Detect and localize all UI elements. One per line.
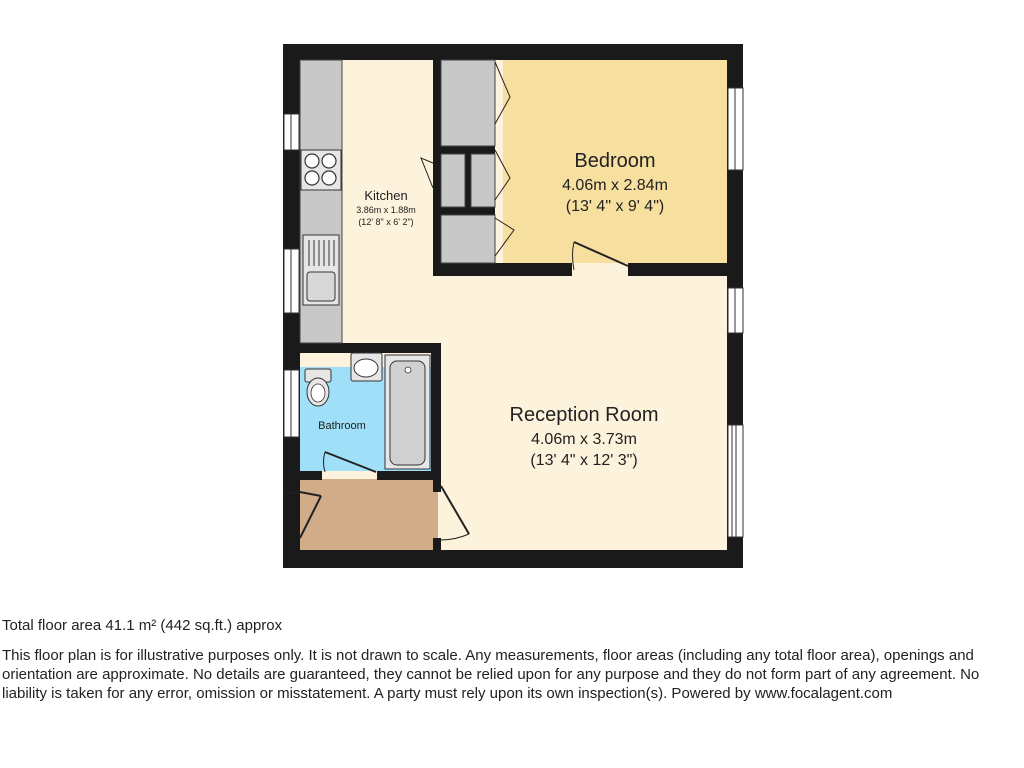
- bedroom-wall-bottom-right: [628, 263, 727, 276]
- wardrobe-top: [441, 60, 495, 146]
- kitchen-name: Kitchen: [364, 188, 408, 203]
- hall-floor: [300, 479, 438, 550]
- wardrobe-bottom: [441, 215, 495, 263]
- wardrobe-mid-right: [471, 154, 495, 207]
- wardrobe-divider-1: [441, 146, 495, 154]
- disclaimer-text: This floor plan is for illustrative purposes only. It is not drawn to scale. Any measurements, floor areas (including any total floor area), openings and orientation are approximate. No details are guaranteed, they cannot be relied upon for any purpose and they do not form part of any agreement. No liability is taken for any error, omission or misstatement. A party must rely upon its own inspection(s). Powered by www.focalagent.com: [2, 647, 980, 702]
- bedroom-metric: 4.06m x 2.84m: [562, 177, 668, 194]
- bedroom-wall-left: [433, 60, 441, 276]
- bathroom-wall-top: [300, 343, 441, 353]
- toilet-icon: [305, 369, 331, 406]
- bathroom-name: Bathroom: [318, 420, 366, 432]
- bathroom-wall-right: [431, 343, 441, 479]
- basin-icon: [351, 353, 382, 381]
- reception-name: Reception Room: [509, 404, 659, 426]
- kitchen-imperial: (12' 8" x 6' 2"): [358, 217, 414, 227]
- hob-icon: [301, 150, 341, 190]
- bathroom-wall-bottom-left: [300, 471, 322, 480]
- wardrobe-divider-2: [441, 207, 495, 215]
- wardrobe-divider-v: [465, 154, 471, 207]
- sink-icon: [303, 235, 339, 305]
- bathroom-wall-bottom-right: [377, 471, 441, 480]
- reception-imperial: (13' 4" x 12' 3"): [530, 452, 638, 469]
- bedroom-imperial: (13' 4" x 9' 4"): [565, 198, 665, 215]
- kitchen-metric: 3.86m x 1.88m: [356, 205, 416, 215]
- total-floor-area: Total floor area 41.1 m² (442 sq.ft.) approx: [2, 617, 283, 634]
- reception-metric: 4.06m x 3.73m: [531, 431, 637, 448]
- wardrobe-mid-left: [441, 154, 465, 207]
- hall-wall-right: [433, 479, 441, 492]
- hall-wall-right-low: [433, 538, 441, 550]
- bath-icon: [385, 355, 430, 469]
- bedroom-name: Bedroom: [574, 150, 656, 172]
- bedroom-wall-bottom-left: [433, 263, 572, 276]
